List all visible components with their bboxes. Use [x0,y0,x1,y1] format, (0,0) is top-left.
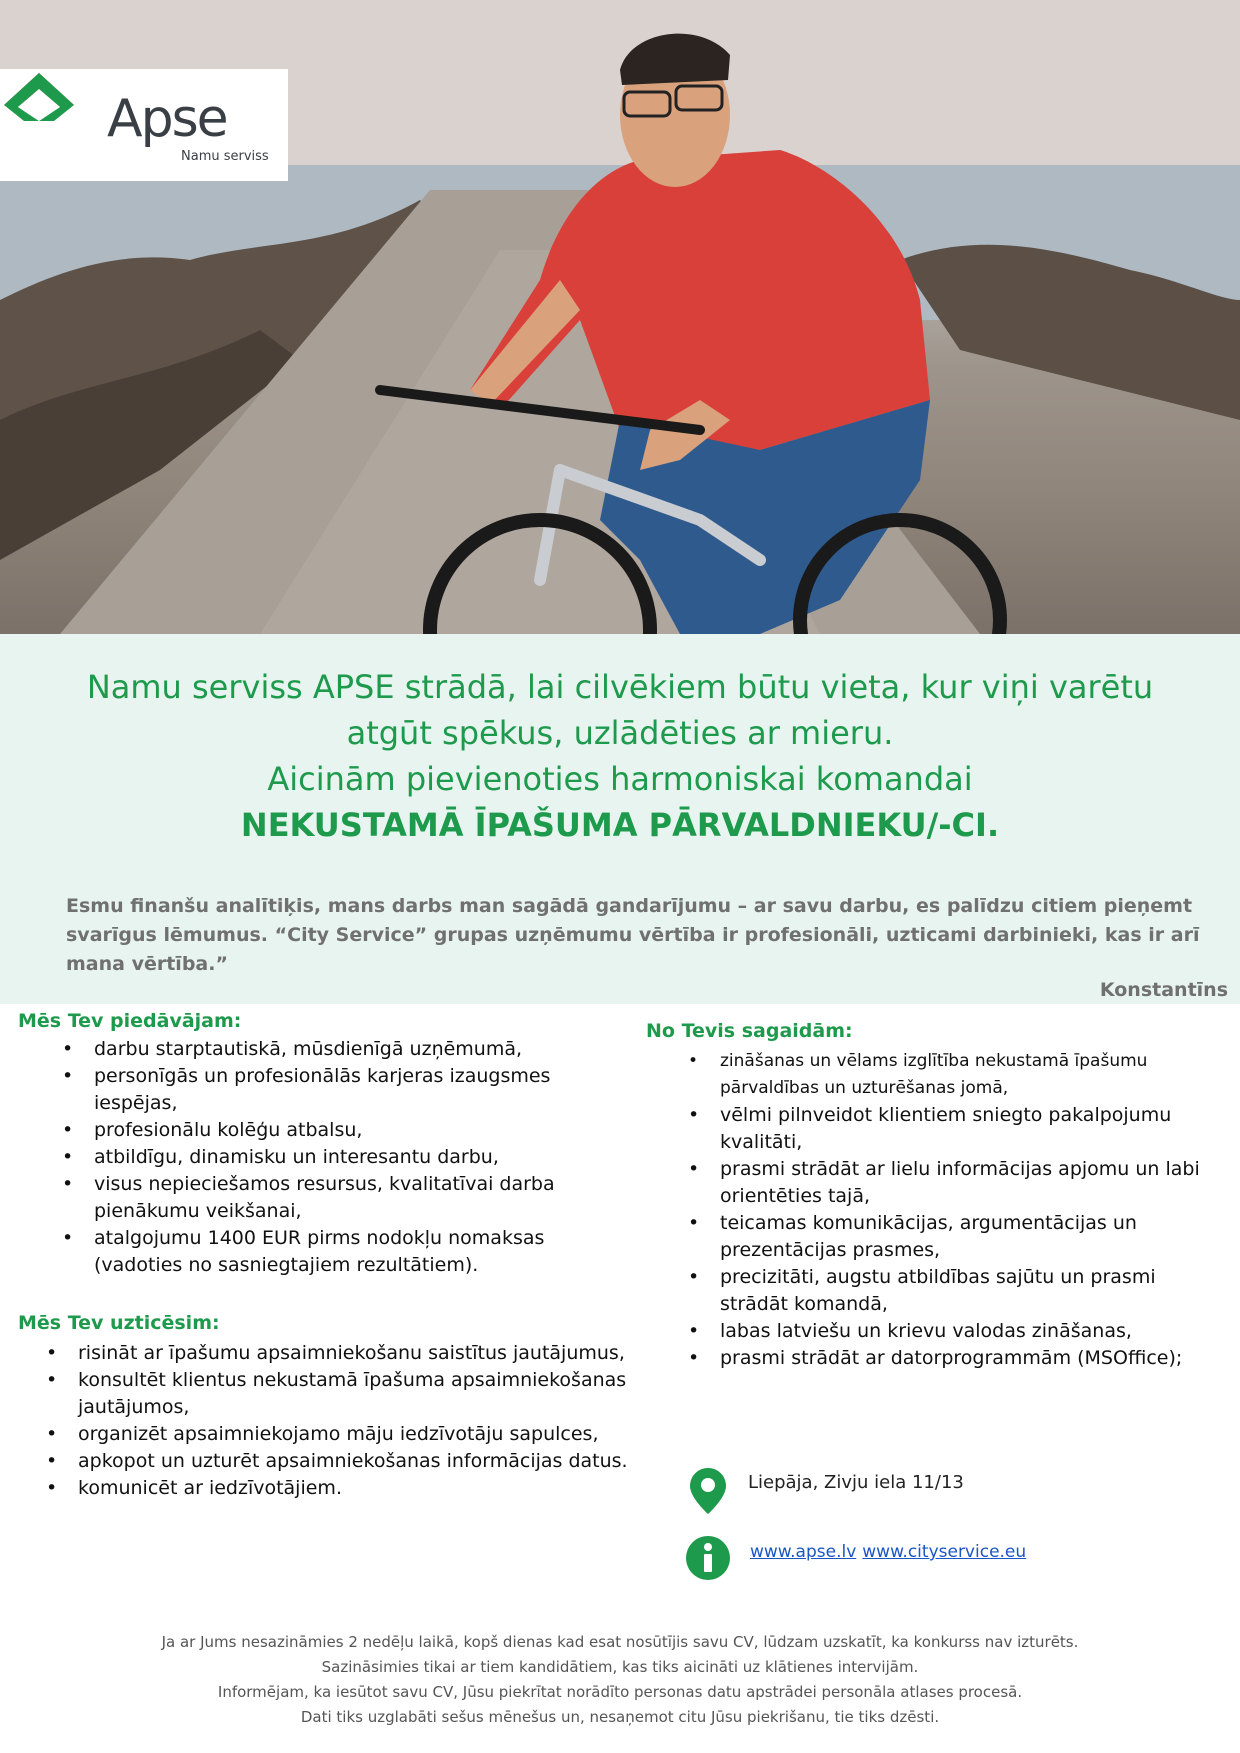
list-item: • organizēt apsaimniekojamo māju iedzīvotāju sapulces, [44,1421,684,1448]
hero-photo [0,0,1240,634]
logo-tagline: Namu serviss [181,149,269,164]
apse-logo-icon [0,69,78,125]
list-item: • teicamas komunikācijas, argumentācijas un prezentācijas prasmes, [686,1210,1226,1264]
cityservice-website-link[interactable]: www.cityservice.eu [862,1542,1027,1562]
trust-list [44,1340,684,1502]
list-item: • prasmi strādāt ar lielu informācijas apjomu un labi orientēties tajā, [686,1156,1226,1210]
intro-line-1: Namu serviss APSE strādā, lai cilvēkiem būtu vieta, kur viņi varētu [86,668,1154,706]
list-item: • precizitāti, augstu atbildības sajūtu un prasmi strādāt komandā, [686,1264,1226,1318]
list-item: • apkopot un uzturēt apsaimniekošanas informācijas datus. [44,1448,684,1475]
footer-line: Dati tiks uzglabāti sešus mēnešus un, nesaņemot citu Jūsu piekrišanu, tie tiks dzēsti. [300,1708,940,1726]
list-item: • zināšanas un vēlams izglītība nekustamā īpašumu pārvaldības un uzturēšanas jomā, [686,1048,1226,1102]
footer-disclaimer [60,1630,1180,1730]
footer-line: Sazināsimies tikai ar tiem kandidātiem, kas tiks aicināti uz klātienes intervijām. [321,1658,919,1676]
intro-line-3: Aicinām pievienoties harmoniskai komandai [267,760,973,798]
links-row [686,1536,1032,1580]
intro-heading [40,664,1200,848]
list-item: • vēlmi pilnveidot klientiem sniegto pakalpojumu kvalitāti, [686,1102,1226,1156]
intro-line-2: atgūt spēkus, uzlādēties ar mieru. [346,714,894,752]
list-item: • atalgojumu 1400 EUR pirms nodokļu nomaksas (vadoties no sasniegtajiem rezultātiem). [60,1225,620,1279]
footer-line: Informējam, ka iesūtot savu CV, Jūsu piekrītat norādīto personas datu apstrādei personāla atlases procesā. [217,1683,1023,1701]
trust-title: Mēs Tev uzticēsim: [18,1312,220,1334]
position-title: NEKUSTAMĀ ĪPAŠUMA PĀRVALDNIEKU/-CI. [240,806,1000,844]
list-item: • profesionālu kolēģu atbalsu, [60,1117,620,1144]
address-text: Liepāja, Zivju iela 11/13 [748,1471,964,1493]
intro-band [0,634,1240,1004]
offer-list [60,1036,620,1279]
offer-title: Mēs Tev piedāvājam: [18,1010,242,1032]
list-item: • labas latviešu un krievu valodas zināšanas, [686,1318,1226,1345]
list-item: • komunicēt ar iedzīvotājiem. [44,1475,684,1502]
logo-wordmark: Apse [107,89,227,149]
quote-author: Konstantīns [1099,979,1228,1001]
list-item: • personīgās un profesionālās karjeras izaugsmes iespējas, [60,1063,620,1117]
need-title: No Tevis sagaidām: [646,1020,853,1042]
list-item: • darbu starptautiskā, mūsdienīgā uzņēmumā, [60,1036,620,1063]
footer-line: Ja ar Jums nesazināmies 2 nedēļu laikā, kopš dienas kad esat nosūtījis savu CV, lūdzam uzskatīt, ka konkurss nav izturēts. [161,1633,1079,1651]
apse-website-link[interactable]: www.apse.lv [750,1542,857,1562]
list-item: • risināt ar īpašumu apsaimniekošanu saistītus jautājumus, [44,1340,684,1367]
address-row [690,1468,964,1514]
logo-panel [0,69,288,181]
list-item: • konsultēt klientus nekustamā īpašuma apsaimniekošanas jautājumos, [44,1367,684,1421]
employee-quote: Esmu finanšu analītiķis, mans darbs man sagādā gandarījumu – ar savu darbu, es palīdzu citiem pieņemt svarīgus lēmumus. “City Service” grupas uzņēmumu vērtība ir profesionāli, uzticami darbinieki, kas ir arī mana vērtība.” [66,895,1200,975]
list-item: • prasmi strādāt ar datorprogrammām (MSOffice); [686,1345,1226,1372]
need-list [686,1048,1226,1372]
list-item: • visus nepieciešamos resursus, kvalitatīvai darba pienākumu veikšanai, [60,1171,620,1225]
list-item: • atbildīgu, dinamisku un interesantu darbu, [60,1144,620,1171]
location-pin-icon [690,1468,726,1514]
info-icon [686,1536,730,1580]
